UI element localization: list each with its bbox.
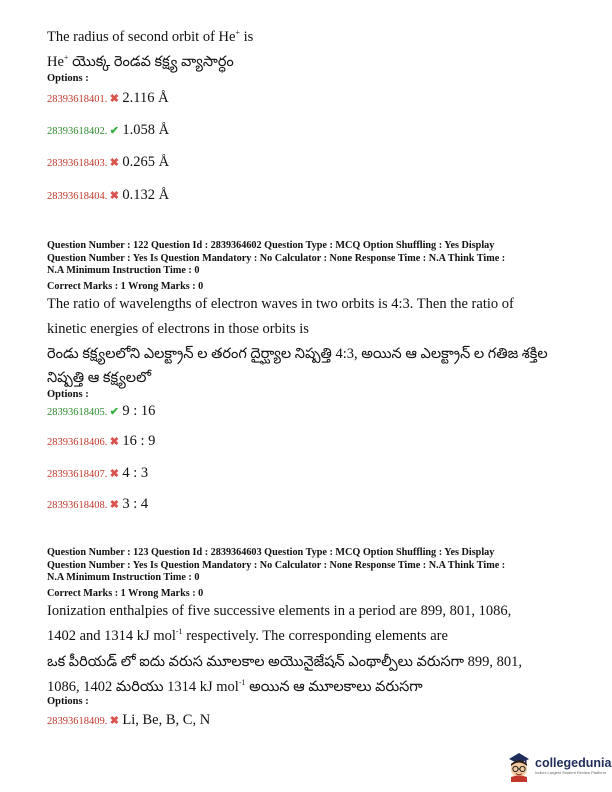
option-text: 9 : 16	[122, 403, 156, 419]
option-id: 28393618403.	[47, 158, 108, 169]
option-id: 28393618405.	[47, 407, 108, 418]
option-text: 16 : 9	[122, 433, 156, 449]
question-meta: Question Number : 123 Question Id : 2839364603 Question Type : MCQ Option Shuffling : Yes Display Question Number : Yes Is Question Mandatory : No Calculator : None Response Time : N.A Think Time : N.A Minimum Instruction Time : 0	[47, 547, 506, 583]
question-text-en: The radius of second orbit of He+ is	[47, 28, 254, 45]
option-row[interactable]	[47, 154, 169, 171]
option-text: 3 : 4	[122, 496, 149, 512]
cross-icon: ✖	[109, 190, 119, 202]
question-text-te: He+ యొక్క రెండవ కక్ష్య వ్యాసార్ధం	[47, 53, 234, 70]
option-id: 28393618408.	[47, 500, 108, 511]
option-text: 2.116 Å	[122, 90, 169, 106]
question-text-en: Ionization enthalpies of five successive elements in a period are 899, 801, 1086,	[47, 603, 512, 619]
option-row[interactable]	[47, 465, 148, 482]
cross-icon: ✖	[109, 715, 119, 727]
option-text: Li, Be, B, C, N	[122, 712, 211, 728]
option-row[interactable]	[47, 433, 155, 450]
option-id: 28393618402.	[47, 126, 108, 137]
cross-icon: ✖	[109, 468, 119, 480]
option-text: 4 : 3	[122, 465, 149, 481]
option-row[interactable]	[47, 403, 155, 420]
cross-icon: ✖	[109, 93, 119, 105]
check-icon: ✔	[109, 125, 119, 137]
options-label: Options :	[47, 696, 89, 707]
option-text: 1.058 Å	[122, 122, 170, 138]
option-id: 28393618406.	[47, 437, 108, 448]
question-marks: Correct Marks : 1 Wrong Marks : 0	[47, 588, 204, 599]
option-text: 0.265 Å	[122, 154, 170, 170]
option-id: 28393618401.	[47, 94, 108, 105]
question-text-en: kinetic energies of electrons in those orbits is	[47, 321, 309, 337]
question-marks: Correct Marks : 1 Wrong Marks : 0	[47, 281, 204, 292]
option-row[interactable]	[47, 187, 169, 204]
question-text-te: 1086, 1402 మరియు 1314 kJ mol$^{-1}$ అయిన ఆ మూలకాలు వరుసగా	[47, 678, 423, 695]
question-text-en: The ratio of wavelengths of electron waves in two orbits is 4:3. Then the ratio of	[47, 296, 514, 312]
question-text-te: ఒక పీరియడ్ లో ఐదు వరుస మూలకాల అయొనైజేషన్ ఎంథాల్పీలు వరుసగా 899, 801,	[47, 654, 523, 670]
options-label: Options :	[47, 73, 89, 84]
option-row[interactable]	[47, 122, 169, 139]
option-row[interactable]	[47, 90, 169, 107]
collegedunia-logo	[506, 750, 611, 782]
option-row[interactable]	[47, 496, 148, 513]
logo-wordmark: collegedunia	[535, 755, 612, 770]
options-label: Options :	[47, 389, 89, 400]
question-text-te: నిష్పత్తి ఆ కక్ష్యలలో	[47, 370, 152, 386]
cross-icon: ✖	[109, 157, 119, 169]
cross-icon: ✖	[109, 436, 119, 448]
option-id: 28393618407.	[47, 469, 108, 480]
option-text: 0.132 Å	[122, 187, 170, 203]
check-icon: ✔	[109, 406, 119, 418]
question-meta: Question Number : 122 Question Id : 2839364602 Question Type : MCQ Option Shuffling : Yes Display Question Number : Yes Is Question Mandatory : No Calculator : None Response Time : N.A Think Time : N.A Minimum Instruction Time : 0	[47, 240, 506, 276]
option-row[interactable]	[47, 712, 210, 729]
cross-icon: ✖	[109, 499, 119, 511]
mascot-icon	[506, 750, 532, 782]
question-text-te: రెండు కక్ష్యలలోని ఎలక్ట్రాన్ ల తరంగ దైర్ఘ్యాల నిష్పత్తి 4:3, అయిన ఆ ఎలక్ట్రాన్ ల గతిజ శక్తిల	[47, 346, 548, 362]
option-id: 28393618409.	[47, 716, 108, 727]
option-id: 28393618404.	[47, 191, 108, 202]
question-text-en: 1402 and 1314 kJ mol$^{-1}$ respectively. The corresponding elements are	[47, 627, 448, 644]
logo-tagline: India's Largest Student Review Platform	[535, 769, 607, 775]
